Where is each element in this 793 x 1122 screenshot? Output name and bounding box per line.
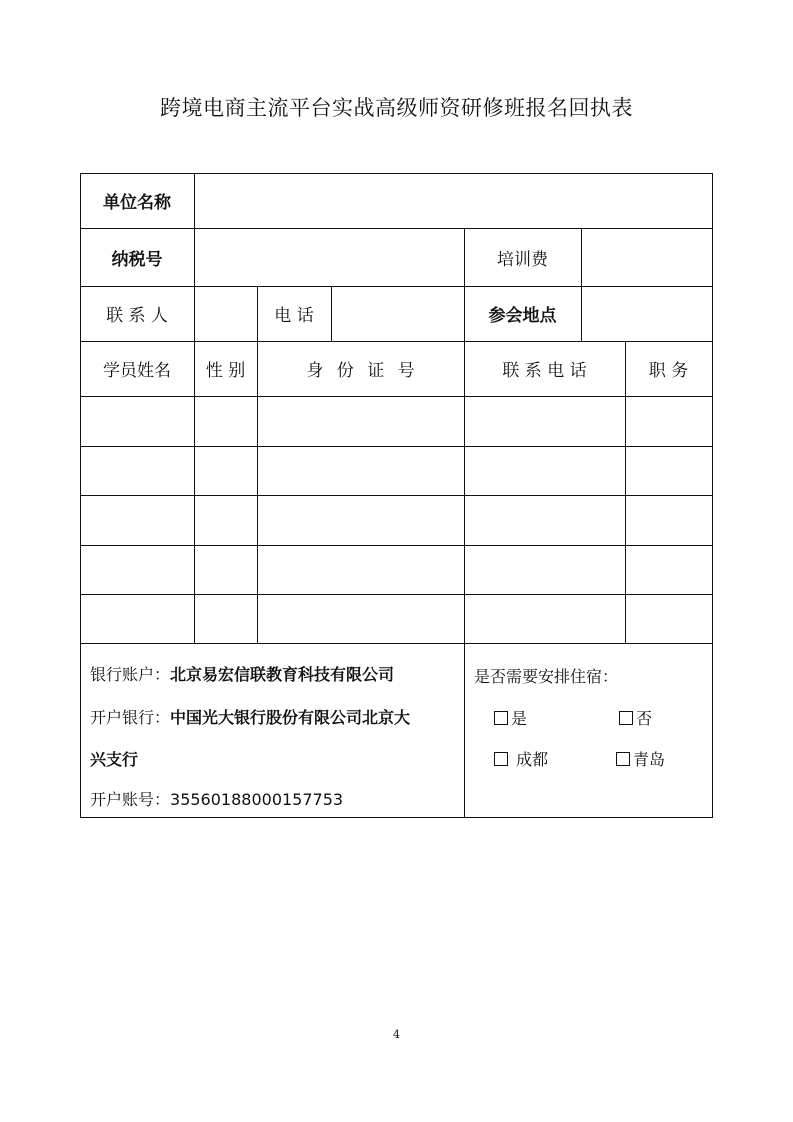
border-right — [712, 173, 713, 818]
form-title: 跨境电商主流平台实战高级师资研修班报名回执表 — [160, 96, 633, 120]
tax-id-field[interactable] — [195, 229, 464, 286]
training-fee-label: 培训费 — [497, 249, 548, 270]
bank-account-label: 银行账户： — [90, 665, 171, 684]
contact-label: 联 系 人 — [106, 306, 168, 326]
location-chengdu-label: 成都 — [511, 750, 549, 769]
registration-form — [80, 173, 713, 818]
training-fee-field[interactable] — [582, 229, 712, 286]
tax-id-label: 纳税号 — [111, 249, 163, 270]
col-header-position: 职 务 — [648, 361, 689, 381]
col-header-gender: 性 别 — [205, 361, 246, 381]
col-header-name: 学员姓名 — [103, 361, 171, 381]
col-header-phone: 联 系 电 话 — [502, 361, 587, 381]
bank-name-value: 中国光大银行股份有限公司北京大 — [170, 708, 411, 727]
bank-name-label: 开户银行： — [90, 708, 171, 727]
bank-number-value: 35560188000157753 — [170, 790, 344, 809]
location-qingdao-label: 青岛 — [633, 750, 666, 769]
unit-name-label: 单位名称 — [103, 193, 171, 213]
bank-name-value-cont: 兴支行 — [90, 750, 139, 769]
unit-name-field[interactable] — [195, 174, 712, 228]
phone-field[interactable] — [332, 287, 464, 341]
lodging-no-option[interactable] — [619, 706, 652, 729]
bank-account-line — [90, 662, 394, 685]
checkbox-icon[interactable] — [494, 711, 508, 725]
table-row[interactable] — [81, 447, 712, 495]
row-divider — [80, 643, 713, 644]
bank-number-label: 开户账号： — [90, 790, 171, 809]
table-row[interactable] — [81, 595, 712, 643]
checkbox-icon[interactable] — [619, 711, 633, 725]
checkbox-icon[interactable] — [616, 752, 630, 766]
contact-field[interactable] — [195, 287, 257, 341]
checkbox-icon[interactable] — [494, 752, 508, 766]
lodging-no-label: 否 — [636, 709, 653, 728]
lodging-yes-option[interactable] — [494, 706, 527, 729]
bank-number-line — [90, 787, 343, 810]
venue-label: 参会地点 — [488, 306, 557, 326]
table-row[interactable] — [81, 397, 712, 446]
location-chengdu-option[interactable] — [494, 747, 548, 770]
table-row[interactable] — [81, 546, 712, 594]
col-header-id-number: 身 份 证 号 — [306, 361, 415, 381]
bank-name-continued — [90, 747, 138, 770]
lodging-yes-label: 是 — [511, 709, 528, 728]
border-bottom — [80, 817, 713, 818]
location-qingdao-option[interactable] — [616, 747, 665, 770]
bank-name-line — [90, 705, 410, 728]
table-row[interactable] — [81, 496, 712, 545]
bank-account-value: 北京易宏信联教育科技有限公司 — [170, 665, 395, 684]
phone-label: 电 话 — [274, 306, 314, 326]
lodging-question: 是否需要安排住宿： — [474, 667, 619, 686]
page-number: 4 — [393, 1028, 400, 1041]
venue-field[interactable] — [582, 287, 712, 341]
